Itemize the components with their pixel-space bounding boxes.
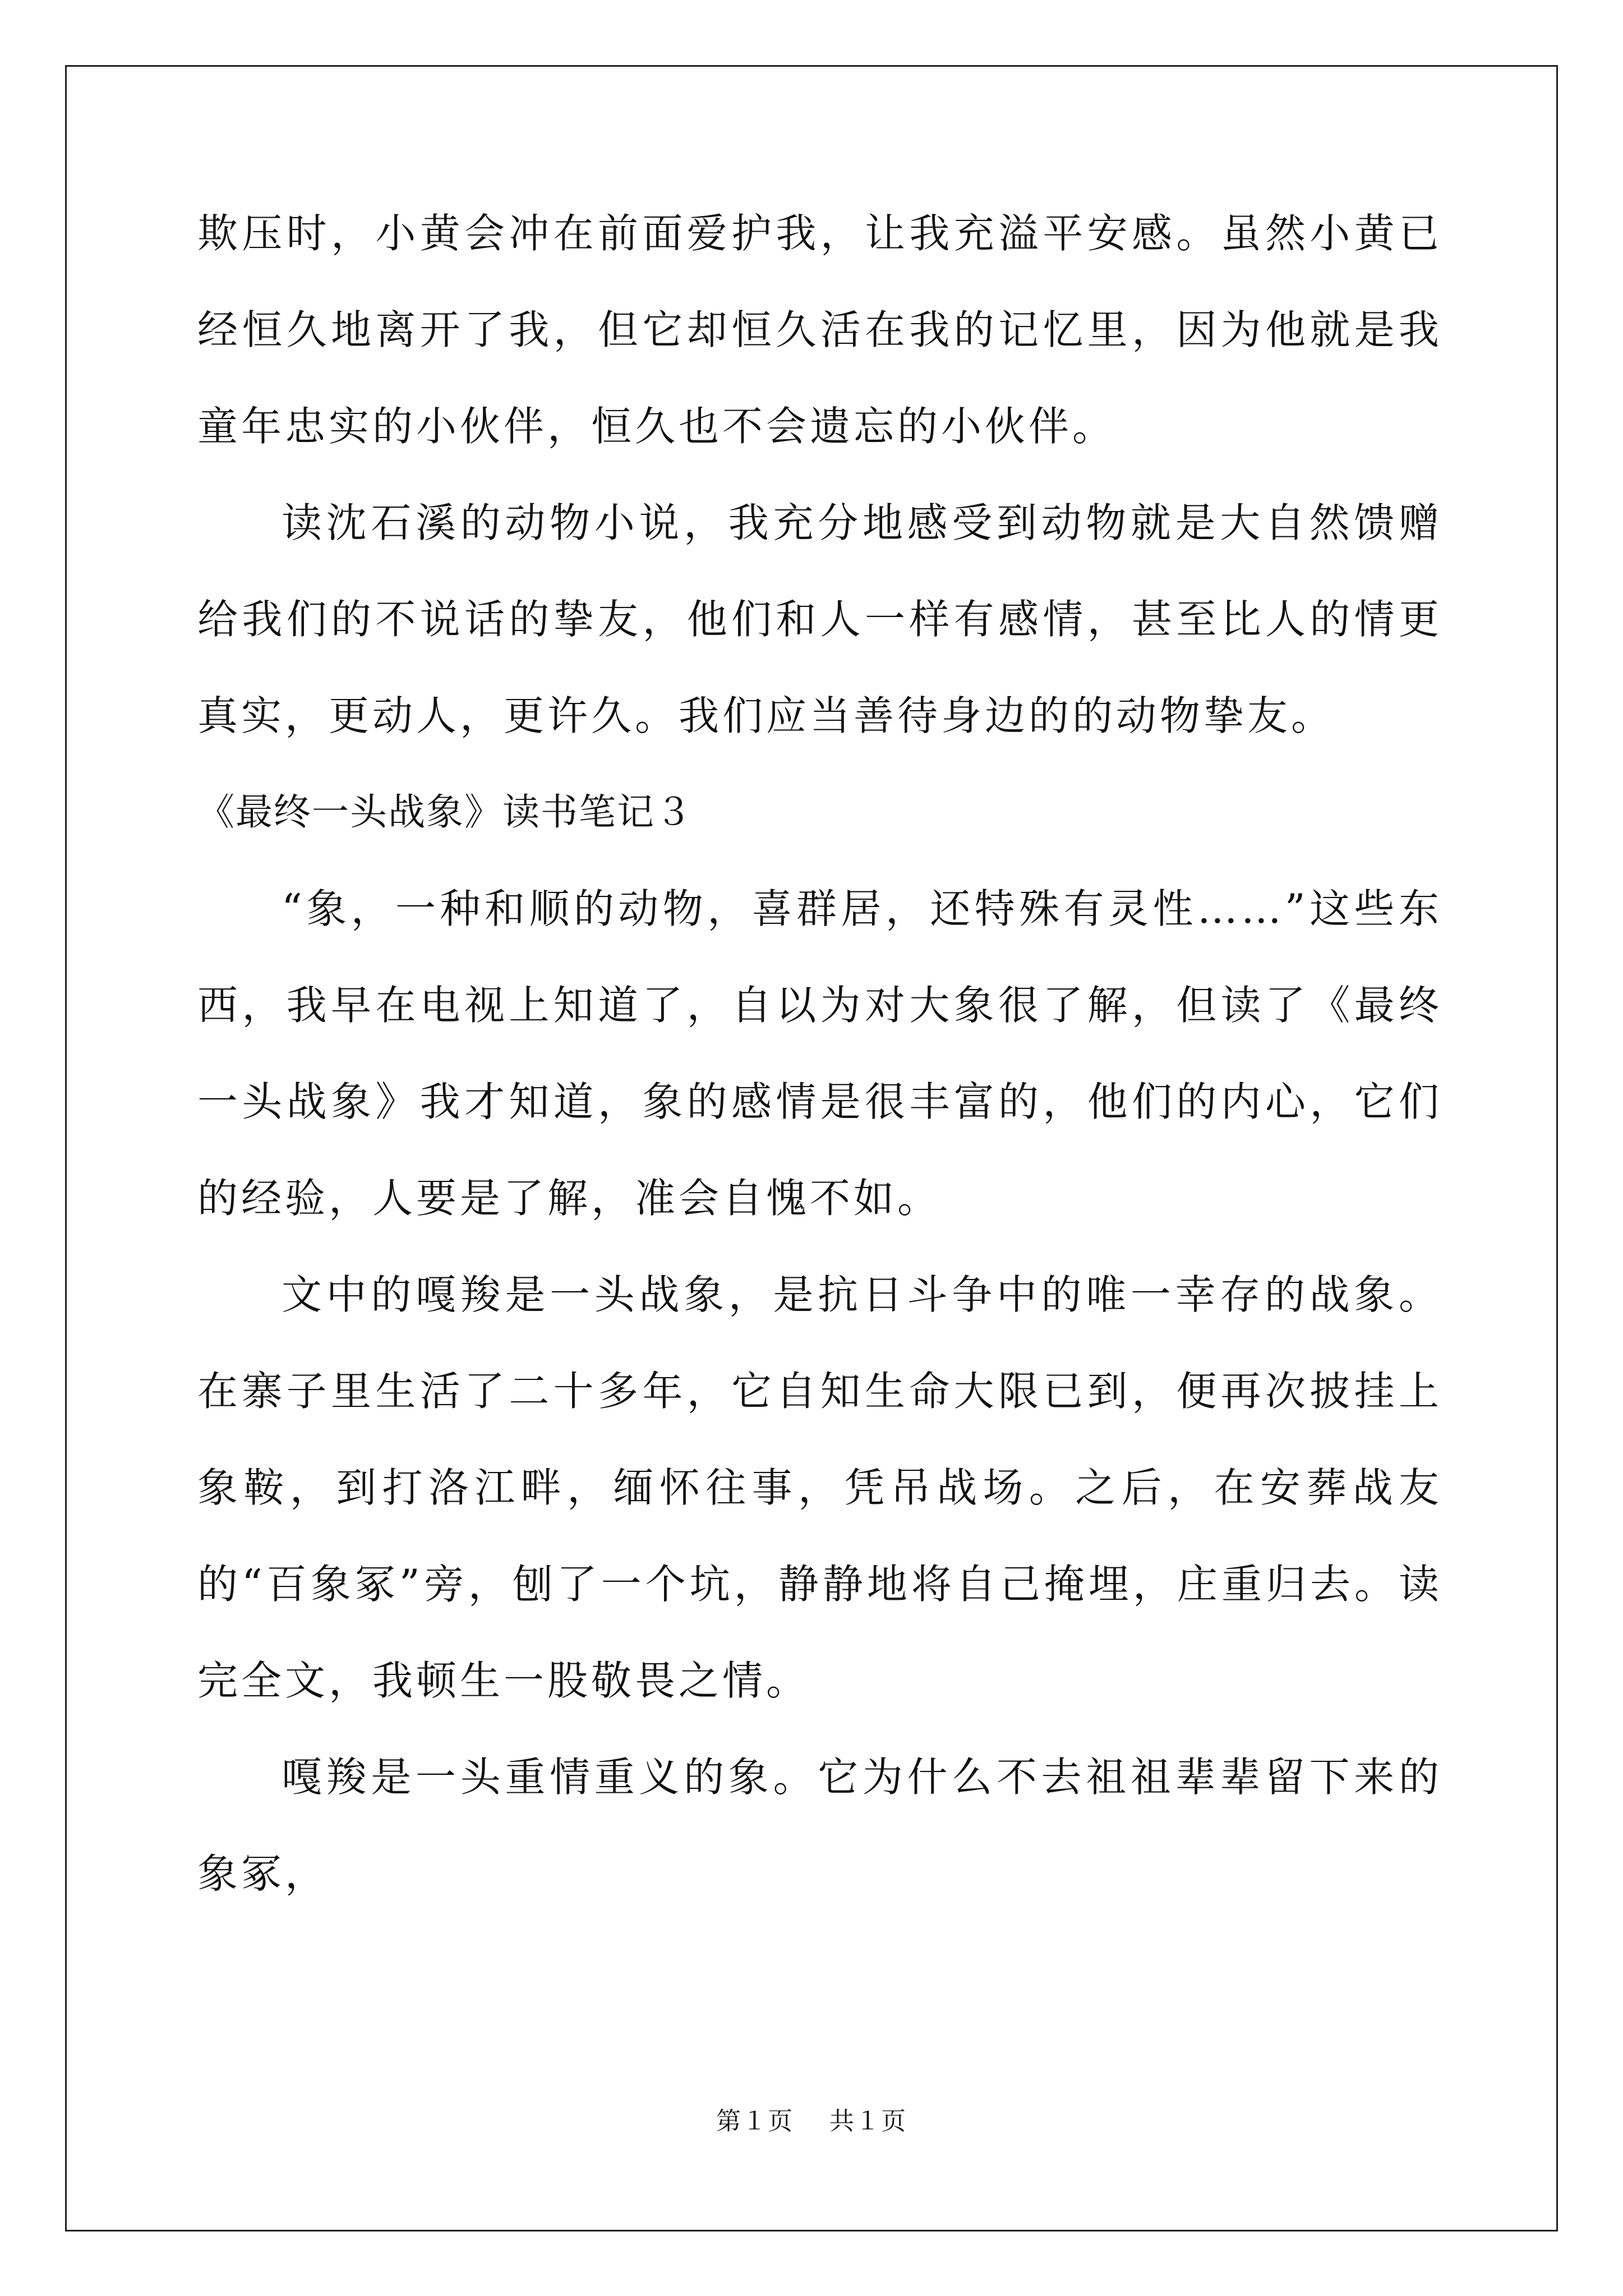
document-body xyxy=(197,185,1442,1922)
paragraph: 文中的嘎羧是一头战象，是抗日斗争中的唯一幸存的战象。在寨子里生活了二十多年，它自知生命大限已到，便再次披挂上象鞍，到打洛江畔，缅怀往事，凭吊战场。之后，在安葬战友的“百象冢”旁，刨了一个坑，静静地将自己掩埋，庄重归去。读完全文，我顿生一股敬畏之情。 xyxy=(197,1271,1442,1704)
page-total: 共１页 xyxy=(829,2107,907,2136)
page-footer xyxy=(0,2101,1623,2137)
paragraph: 读沈石溪的动物小说，我充分地感受到动物就是大自然馈赠给我们的不说话的挚友，他们和人一样有感情，甚至比人的情更真实，更动人，更许久。我们应当善待身边的的动物挚友。 xyxy=(197,499,1442,739)
paragraph: 嘎羧是一头重情重义的象。它为什么不去祖祖辈辈留下来的象冢， xyxy=(197,1754,1442,1897)
section-heading: 《最终一头战象》读书笔记３ xyxy=(197,790,693,834)
page-number: 第１页 xyxy=(716,2107,794,2136)
paragraph: 欺压时，小黄会冲在前面爱护我，让我充溢平安感。虽然小黄已经恒久地离开了我，但它却恒久活在我的记忆里，因为他就是我童年忠实的小伙伴，恒久也不会遗忘的小伙伴。 xyxy=(197,210,1442,450)
paragraph: “象，一种和顺的动物，喜群居，还特殊有灵性……”这些东西，我早在电视上知道了，自以为对大象很了解，但读了《最终一头战象》我才知道，象的感情是很丰富的，他们的内心，它们的经验，人要是了解，准会自愧不如。 xyxy=(197,885,1442,1222)
